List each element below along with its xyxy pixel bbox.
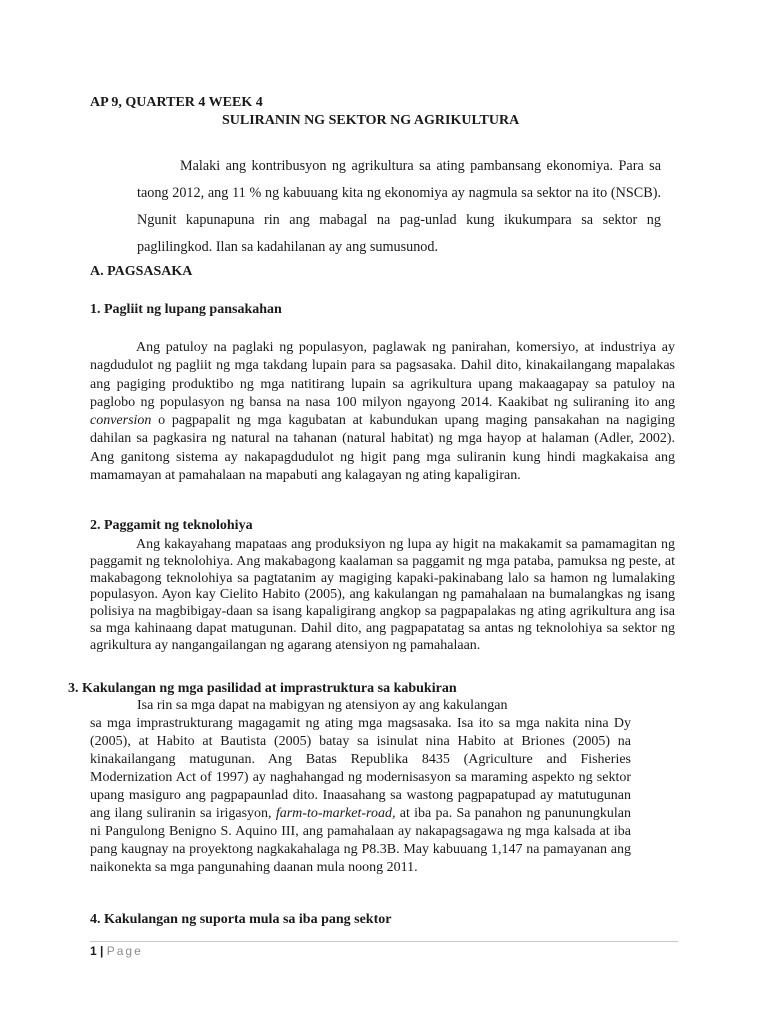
paragraph-text: sa mga imprastrukturang magagamit ng ating mga magsasaka. Isa ito sa mga nakita nina Dy (2005), at Habito at Bautista (2005) batay sa isinulat nina Habito at Briones (2005) na kinakailangang matugunan. Ang Batas Republika 8435 (Agriculture and Fisheries Modernization Act of 1997) ay naghahangad ng modernisasyon sa maraming aspekto ng sektor upang masiguro ang pagpapaunlad dito. Inaasahang sa wastong pagpapatupad ay matutugunan ang ilang suliranin sa irigasyon, <box>90 716 631 821</box>
document-title: SULIRANIN NG SEKTOR NG AGRIKULTURA <box>222 113 520 128</box>
subsection-2-heading: 2. Paggamit ng teknolohiya <box>90 518 253 533</box>
subsection-3-heading: 3. Kakulangan ng mga pasilidad at imprastruktura sa kabukiran <box>68 681 457 696</box>
paragraph-text: o pagpapalit ng mga kagubatan at kabundukan upang maging pansakahan na nagiging dahilan sa pagkasira ng natural na tahanan (natural habitat) ng mga hayop at halaman (Adler, 2002). Ang ganitong sistema ay nakapagdudulot ng higit pang mga suliranin kung hindi magkakaisa ang mamamayan at pamahalaan na mapabuti ang kalagayan ng ating kapaligiran. <box>90 413 675 484</box>
section-a-heading: A. PAGSASAKA <box>90 264 193 279</box>
subsection-2-paragraph: Ang kakayahang mapataas ang produksiyon ng lupa ay higit na makakamit sa pamamagitan ng paggamit ng teknolohiya. Ang makabagong kaalaman sa paggamit ng mga pataba, pamuksa ng peste, at makabagong teknolohiya sa pagtatanim ay magiging kapaki-pakinabang lalo sa hamon ng lumalaking populasyon. Ayon kay Cielito Habito (2005), ang kakulangan ng pamahalaan na bumalangkas ng isang polisiya na magbibigay-daan sa isang kapaligirang angkop sa pagpapalakas ng ating agrikultura ang isa sa mga kahinaang dapat matugunan. Dahil dito, ang pagpapatatag sa antas ng teknolohiya sa sektor ng agrikultura ay nangangailangan ng agarang atensiyon ng pamahalaan. <box>90 537 675 653</box>
paragraph-text: Ang patuloy na paglaki ng populasyon, paglawak ng panirahan, komersiyo, at industriya ay nagdudulot ng pagliit ng mga takdang lupain para sa pagsasaka. Dahil dito, kinakailangang mapalakas ang pagiging produktibo ng mga natitirang lupain sa agrikultura upang makaagapay sa patuloy na paglobo ng populasyon ng bansa na nasa 100 milyon ngayong 2014. Kaakibat ng suliraning ito ang <box>90 340 675 410</box>
page-footer <box>90 944 143 958</box>
page-number: 1 <box>90 944 97 958</box>
italic-term: conversion <box>90 413 152 429</box>
page-label: Page <box>106 944 143 958</box>
italic-term: farm-to-market-road, <box>275 806 396 821</box>
document-header-course: AP 9, QUARTER 4 WEEK 4 <box>90 95 263 110</box>
page-separator: | <box>100 944 104 958</box>
subsection-4-heading: 4. Kakulangan ng suporta mula sa iba pang sektor <box>90 912 392 927</box>
subsection-3-first-line: Isa rin sa mga dapat na mabigyan ng atensiyon ay ang kakulangan <box>137 698 508 713</box>
subsection-3-paragraph <box>90 715 631 877</box>
subsection-1-paragraph <box>90 339 675 485</box>
paragraph-text: at iba pa. Sa panahon ng panunungkulan ni Pangulong Benigno S. Aquino III, ang pamahalaan ay nakapagsagawa ng mga kalsada at iba pang kaugnay na proyektong nagkakahalaga ng P8.3B. May kabuuang 1,147 na pamayanan ang naikonekta sa mga pangunahing daanan mula noong 2011. <box>90 806 632 875</box>
intro-paragraph: Malaki ang kontribusyon ng agrikultura sa ating pambansang ekonomiya. Para sa taong 2012, ang 11 % ng kabuuang kita ng ekonomiya ay nagmula sa sektor na ito (NSCB). Ngunit kapunapuna rin ang mabagal na pag-unlad kung ikukumpara sa sektor ng paglilingkod. Ilan sa kadahilanan ay ang sumusunod. <box>137 158 661 255</box>
subsection-1-heading: 1. Pagliit ng lupang pansakahan <box>90 302 282 317</box>
footer-divider <box>90 941 678 942</box>
